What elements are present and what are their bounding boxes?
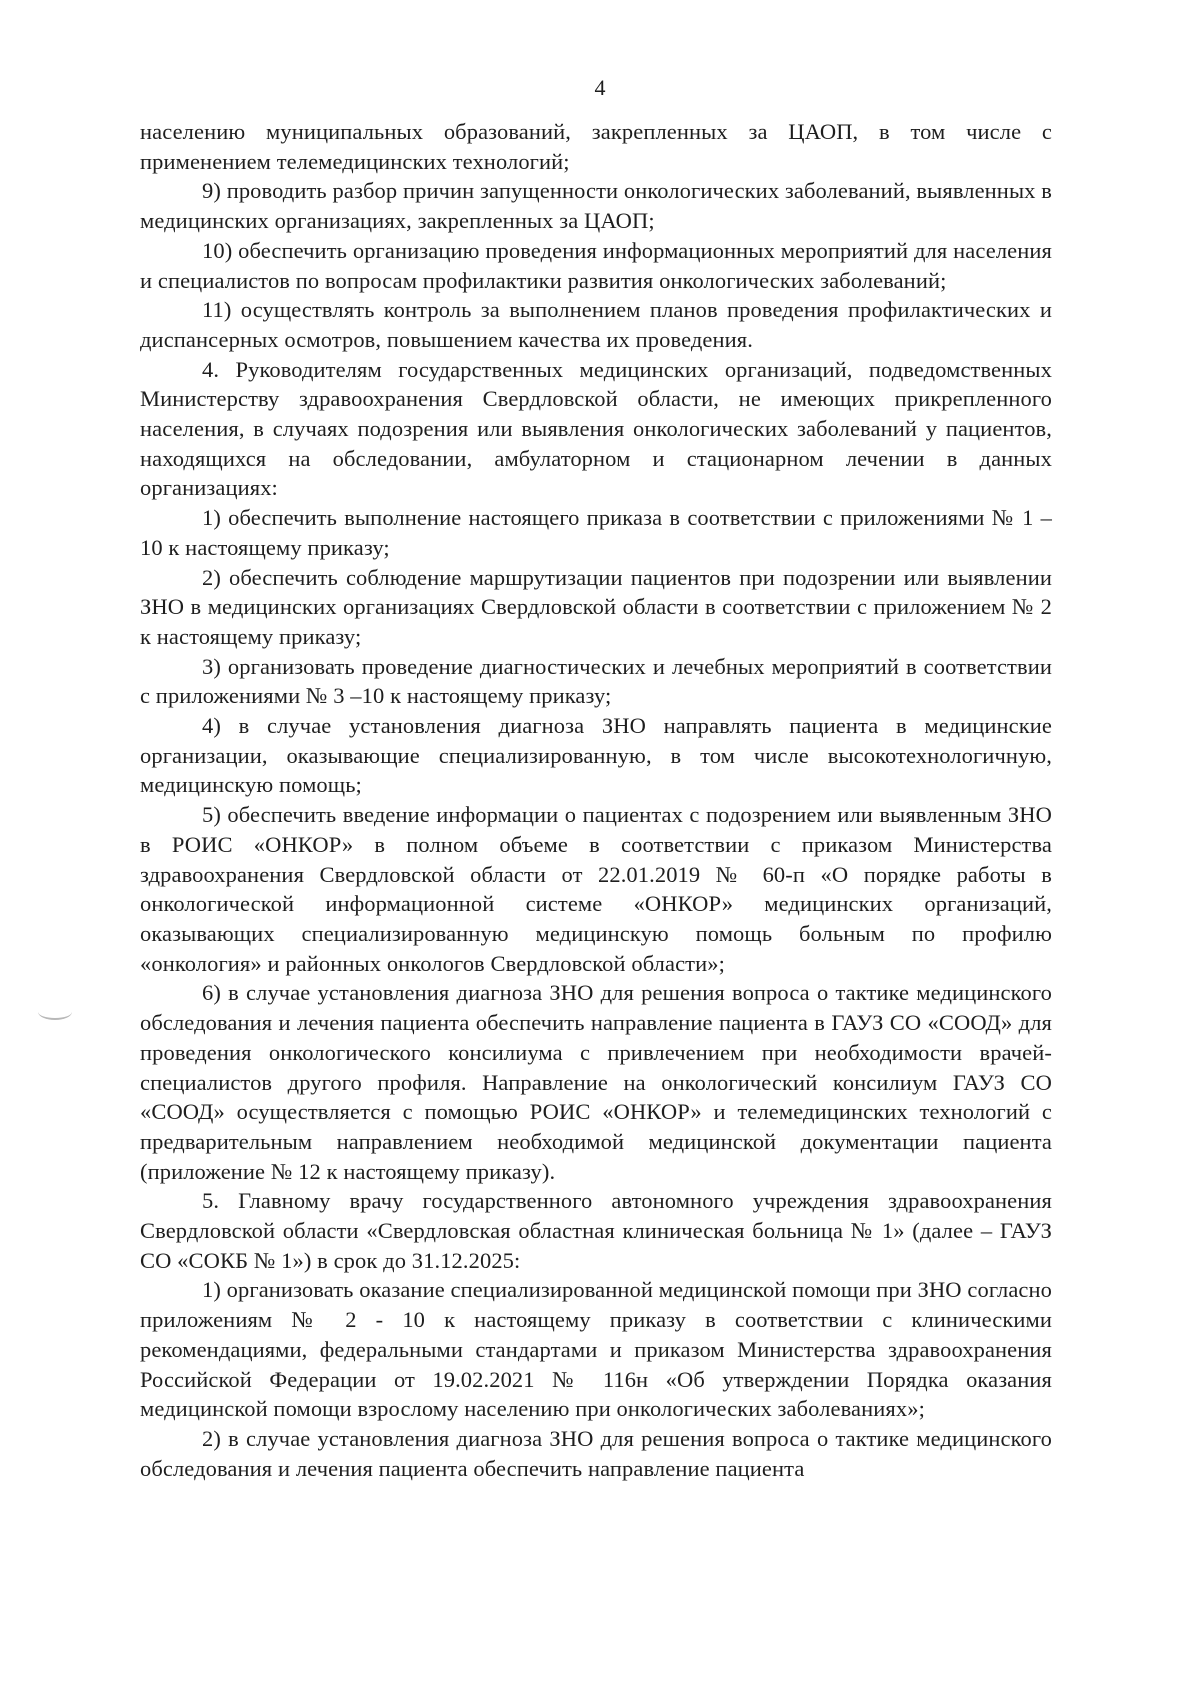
paragraph-section-5: 5. Главному врачу государственного автономного учреждения здравоохранения Свердловской области «Свердловская областная клиническая больница № 1» (далее – ГАУЗ СО «СОКБ № 1») в срок до 31.12.2025: (140, 1188, 1052, 1273)
paragraph-section-4-item-6: 6) в случае установления диагноза ЗНО для решения вопроса о тактике медицинского обследования и лечения пациента обеспечить направление пациента в ГАУЗ СО «СООД» для проведения онкологического консилиума с привлечением при необходимости врачей-специалистов другого профиля. Направление на онкологический консилиум ГАУЗ СО «СООД» осуществляется с помощью РОИС «ОНКОР» и телемедицинских технологий с предварительным направлением необходимой медицинской документации пациента (приложение № 12 к настоящему приказу). (140, 980, 1052, 1184)
paragraph-continuation: населению муниципальных образований, закрепленных за ЦАОП, в том числе с применением телемедицинских технологий; (140, 119, 1052, 174)
page-number: 4 (594, 75, 606, 100)
binding-mark (38, 1004, 72, 1020)
document-body (140, 117, 1052, 1483)
paragraph-item-10: 10) обеспечить организацию проведения информационных мероприятий для населения и специалистов по вопросам профилактики развития онкологических заболеваний; (140, 237, 1052, 293)
paragraph-section-4-item-4: 4) в случае установления диагноза ЗНО направлять пациента в медицинские организации, оказывающие специализированную, в том числе высокотехнологичную, медицинскую помощь; (140, 713, 1052, 798)
paragraph-item-11: 11) осуществлять контроль за выполнением планов проведения профилактических и диспансерных осмотров, повышением качества их проведения. (140, 297, 1052, 352)
paragraph-section-4-item-5: 5) обеспечить введение информации о пациентах с подозрением или выявленным ЗНО в РОИС «ОНКОР» в полном объеме в соответствии с приказом Министерства здравоохранения Свердловской области от 22.01.2019 № 60-п «О порядке работы в онкологической информационной системе «ОНКОР» медицинских организаций, оказывающих специализированную медицинскую помощь больным по профилю «онкология» и районных онкологов Свердловской области»; (140, 802, 1052, 976)
paragraph-item-9: 9) проводить разбор причин запущенности онкологических заболеваний, выявленных в медицинских организациях, закрепленных за ЦАОП; (140, 178, 1052, 234)
paragraph-section-5-item-1: 1) организовать оказание специализированной медицинской помощи при ЗНО согласно приложениям № 2 - 10 к настоящему приказу в соответствии с клиническими рекомендациями, федеральными стандартами и приказом Министерства здравоохранения Российской Федерации от 19.02.2021 № 116н «Об утверждении Порядка оказания медицинской помощи взрослому населению при онкологических заболеваниях»; (140, 1277, 1052, 1422)
paragraph-section-4-item-1: 1) обеспечить выполнение настоящего приказа в соответствии с приложениями № 1 – 10 к настоящему приказу; (140, 505, 1052, 560)
paragraph-section-4-item-2: 2) обеспечить соблюдение маршрутизации пациентов при подозрении или выявлении ЗНО в медицинских организациях Свердловской области в соответствии с приложением № 2 к настоящему приказу; (140, 564, 1052, 649)
paragraph-section-4: 4. Руководителям государственных медицинских организаций, подведомственных Министерству здравоохранения Свердловской области, не имеющих прикрепленного населения, в случаях подозрения или выявления онкологических заболеваний у пациентов, находящихся на обследовании, амбулаторном и стационарном лечении в данных организациях: (140, 356, 1052, 501)
paragraph-section-4-item-3: 3) организовать проведение диагностических и лечебных мероприятий в соответствии с приложениями № 3 –10 к настоящему приказу; (140, 653, 1052, 709)
paragraph-section-5-item-2: 2) в случае установления диагноза ЗНО для решения вопроса о тактике медицинского обследования и лечения пациента обеспечить направление пациента (140, 1425, 1052, 1481)
